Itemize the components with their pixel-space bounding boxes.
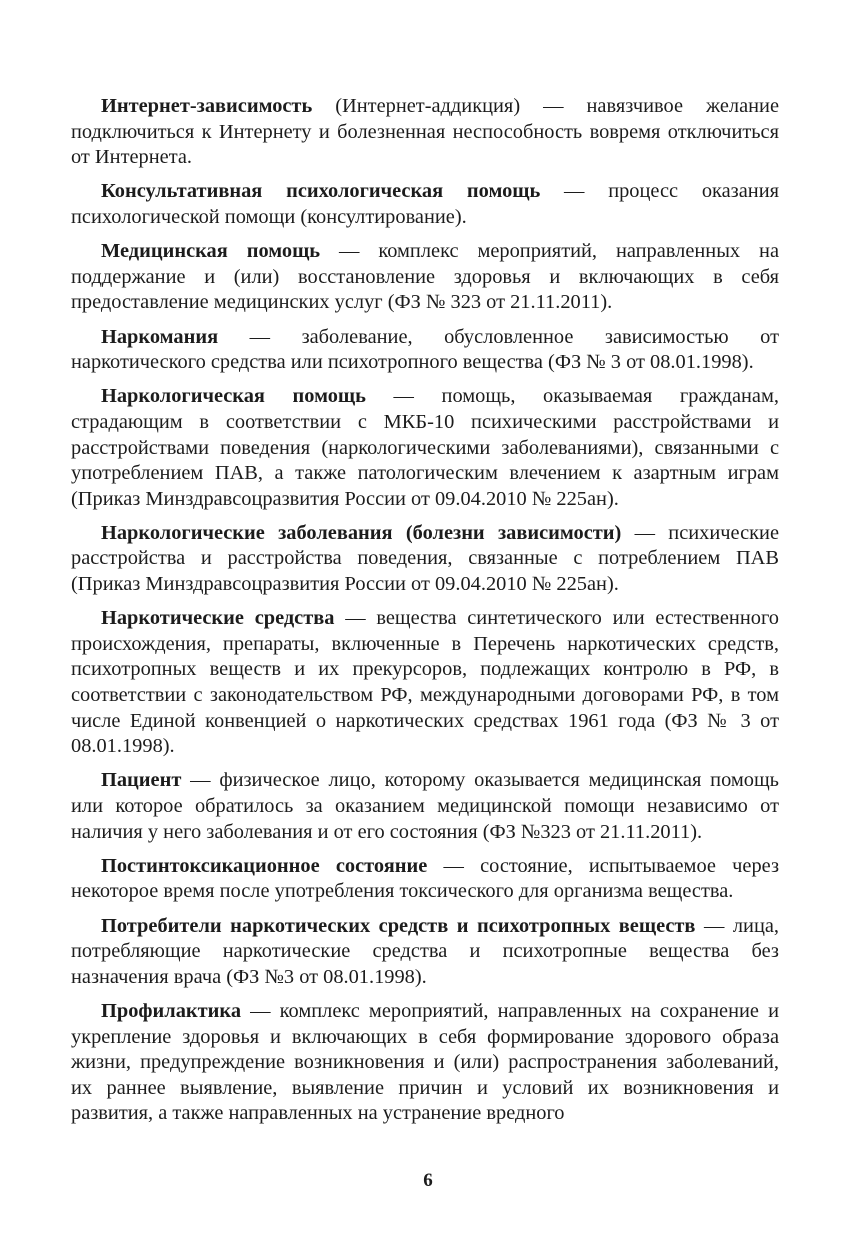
glossary-entry [71,854,779,905]
glossary-term: Наркологические заболевания (болезни зависимости) [101,521,622,544]
glossary-definition: — психические расстройства и расстройства поведения, связанные с потреблением ПАВ (Приказ Минздравсоцразвития России от 09.04.2010 № 225ан). [71,521,780,596]
glossary-definition: — процесс оказания психологической помощи (консултирование). [71,180,779,228]
glossary-entry [71,999,779,1127]
glossary-entry [71,768,779,845]
glossary-entry [71,606,779,760]
glossary-term: Интернет-зависимость [101,95,313,117]
glossary-entry [71,239,779,316]
page-number: 6 [423,1170,433,1191]
glossary-definition: — комплекс мероприятий, направленных на поддержание и (или) восстановление здоровья и включающих в себя предоставление медицинских услуг (ФЗ № 323 от 21.11.2011). [71,240,780,314]
glossary-term: Наркологическая помощь [101,385,366,408]
glossary-definition: (Интернет-аддикция) — навязчивое желание подключиться к Интернету и болезненная неспособность вовремя отключиться от Интернета. [71,95,779,169]
glossary-body [71,94,779,1136]
glossary-definition: — физическое лицо, которому оказывается медицинская помощь или которое обратилось за оказанием медицинской помощи независимо от наличия у него заболевания и от его состояния (ФЗ №323 от 21.11.2011). [71,769,779,843]
glossary-definition: — лица, потребляющие наркотические средства и психотропные вещества без назначения врача (ФЗ №3 от 08.01.1998). [71,914,780,988]
glossary-term: Наркотические средства [101,607,335,630]
glossary-definition: — комплекс мероприятий, направленных на сохранение и укрепление здоровья и включающих в себя формирование здорового образа жизни, предупреждение возникновения и (или) распространения заболеваний, их раннее выявление, выявление причин и условий их возникновения и развития, а также направленных на устранение вредного [71,999,779,1125]
glossary-term: Консультативная психологическая помощь [101,180,541,203]
glossary-definition: — помощь, оказываемая гражданам, страдающим в соответствии с МКБ-10 психическими расстройствами и расстройствами поведения (наркологическими заболеваниями), связанными с употреблением ПАВ, а также патологическим влечением к азартным играм (Приказ Минздравсоцразвития России от 09.04.2010 № 225ан). [71,385,779,510]
glossary-entry [71,914,779,991]
glossary-entry [71,179,779,230]
glossary-term: Профилактика [101,999,242,1022]
glossary-definition: — заболевание, обусловленное зависимостью от наркотического средства или психотропного вещества (ФЗ № 3 от 08.01.1998). [71,325,779,374]
glossary-term: Пациент [101,769,182,792]
glossary-term: Наркомания [101,325,219,348]
glossary-entry [71,521,779,598]
glossary-entry [71,325,779,376]
glossary-entry [71,384,779,512]
glossary-term: Постинтоксикационное состояние [101,854,428,877]
glossary-definition: — состояние, испытываемое через некоторое время после употребления токсического для организма вещества. [71,854,779,903]
glossary-entry [71,94,779,171]
glossary-term: Потребители наркотических средств и психотропных веществ [101,914,696,937]
glossary-definition: — вещества синтетического или естественного происхождения, препараты, включенные в Перечень наркотических средств, психотропных веществ и их прекурсоров, подлежащих контролю в РФ, в соответствии с законодательством РФ, международными договорами РФ, в том числе Единой конвенцией о наркотических средствах 1961 года (ФЗ № 3 от 08.01.1998). [71,607,780,758]
glossary-term: Медицинская помощь [101,240,321,263]
